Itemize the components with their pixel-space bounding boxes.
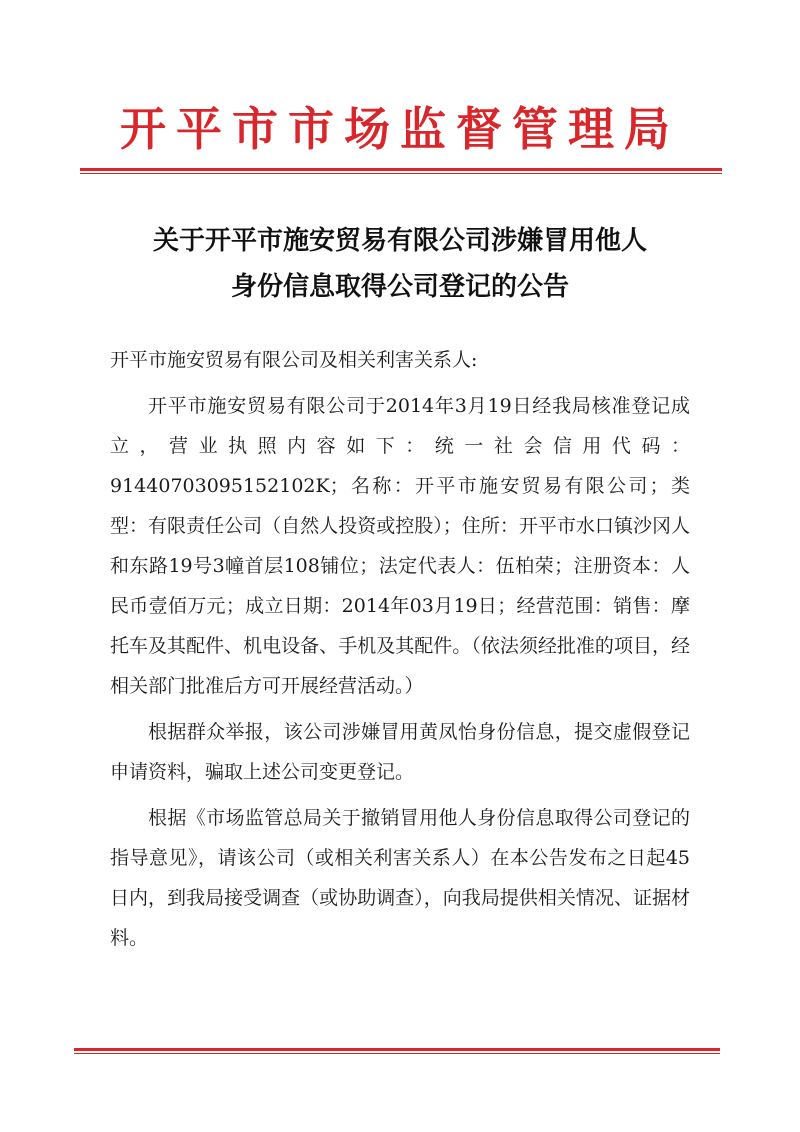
notice-title-line-2: 身份信息取得公司登记的公告 (230, 272, 569, 302)
header-divider (80, 168, 722, 174)
agency-masthead: 开平市市场监督管理局 (120, 102, 680, 156)
paragraph-report: 根据群众举报，该公司涉嫌冒用黄凤怡身份信息，提交虚假登记申请资料，骗取上述公司变更登记。 (110, 721, 690, 783)
paragraph-registration-details: 开平市施安贸易有限公司于2014年3月19日经我局核准登记成立，营业执照内容如下：统一社会信用代码：91440703095152102K；名称：开平市施安贸易有限公司；类型：有限责任公司（自然人投资或控股）；住所：开平市水口镇沙冈人和东路19号3幢首层108铺位；法定代表人：伍柏荣；注册资本：人民币壹佰万元；成立日期：2014年03月19日；经营范围：销售：摩托车及其配件、机电设备、手机及其配件。（依法须经批准的项目，经相关部门批准后方可开展经营活动。） (110, 395, 690, 697)
notice-body (110, 340, 690, 958)
notice-title-line-1: 关于开平市施安贸易有限公司涉嫌冒用他人 (152, 226, 647, 256)
footer-divider (74, 1048, 720, 1054)
paragraph-request: 根据《市场监管总局关于撤销冒用他人身份信息取得公司登记的指导意见》，请该公司（或相关利害关系人）在本公告发布之日起45日内，到我局接受调查（或协助调查），向我局提供相关情况、证据材料。 (110, 807, 690, 949)
salutation: 开平市施安贸易有限公司及相关利害关系人: (110, 349, 478, 371)
notice-title (0, 218, 800, 310)
